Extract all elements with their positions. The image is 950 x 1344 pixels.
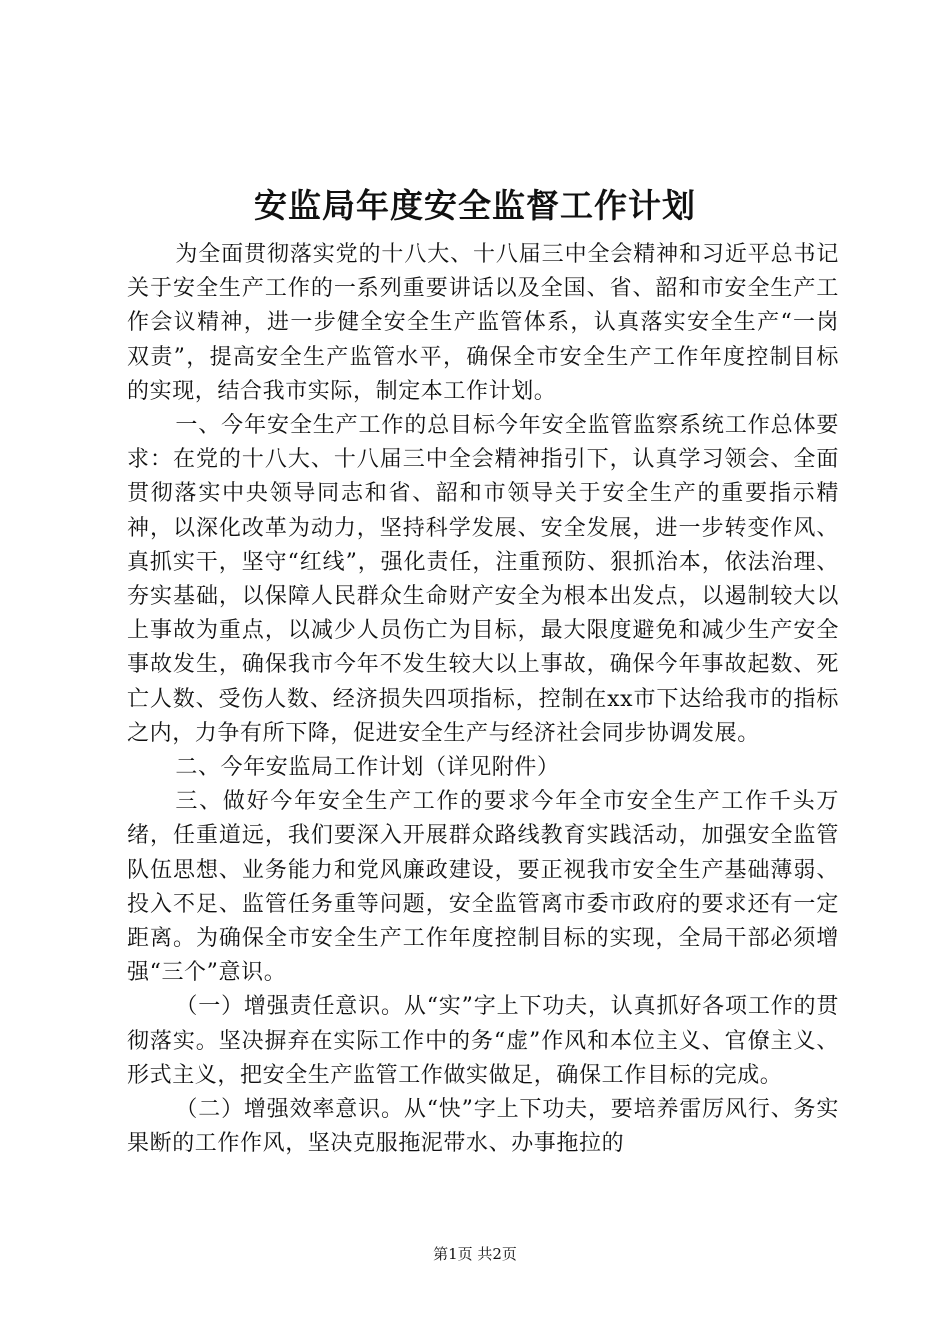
paragraph-section-3: 三、做好今年安全生产工作的要求今年全市安全生产工作千头万绪，任重道远，我们要深入开展群众路线教育实践活动，加强安全监管队伍思想、业务能力和党风廉政建设，要正视我市安全生产基础薄弱、投入不足、监管任务重等问题，安全监管离市委市政府的要求还有一定距离。为确保全市安全生产工作年度控制目标的实现，全局干部必须增强“三个”意识。 xyxy=(127,789,839,986)
paragraph-section-1: 一、今年安全生产工作的总目标今年安全监管监察系统工作总体要求：在党的十八大、十八届三中全会精神指引下，认真学习领会、全面贯彻落实中央领导同志和省、韶和市领导关于安全生产的重要指示精神，以深化改革为动力，坚持科学发展、安全发展，进一步转变作风、真抓实干，坚守“红线”，强化责任，注重预防、狠抓治本，依法治理、夯实基础，以保障人民群众生命财产安全为根本出发点，以遏制较大以上事故为重点，以减少人员伤亡为目标，最大限度避免和减少生产安全事故发生，确保我市今年不发生较大以上事故，确保今年事故起数、死亡人数、受伤人数、经济损失四项指标，控制在xx市下达给我市的指标之内，力争有所下降，促进安全生产与经济社会同步协调发展。 xyxy=(127,413,839,746)
document-title: 安监局年度安全监督工作计划 xyxy=(254,186,696,225)
paragraph-section-2: 二、今年安监局工作计划（详见附件） xyxy=(175,755,560,781)
paragraph-intro: 为全面贯彻落实党的十八大、十八届三中全会精神和习近平总书记关于安全生产工作的一系列重要讲话以及全国、省、韶和市安全生产工作会议精神，进一步健全安全生产监管体系，认真落实安全生产“一岗双责”，提高安全生产监管水平，确保全市安全生产工作年度控制目标的实现，结合我市实际，制定本工作计划。 xyxy=(127,242,839,404)
paragraph-subsection-1: （一）增强责任意识。从“实”字上下功夫，认真抓好各项工作的贯彻落实。坚决摒弃在实际工作中的务“虚”作风和本位主义、官僚主义、形式主义，把安全生产监管工作做实做足，确保工作目标的完成。 xyxy=(127,994,839,1088)
page-number-footer: 第1页 共2页 xyxy=(433,1245,517,1263)
paragraph-subsection-2: （二）增强效率意识。从“快”字上下功夫，要培养雷厉风行、务实果断的工作作风，坚决克服拖泥带水、办事拖拉的 xyxy=(127,1097,839,1157)
document-body xyxy=(127,238,839,1161)
